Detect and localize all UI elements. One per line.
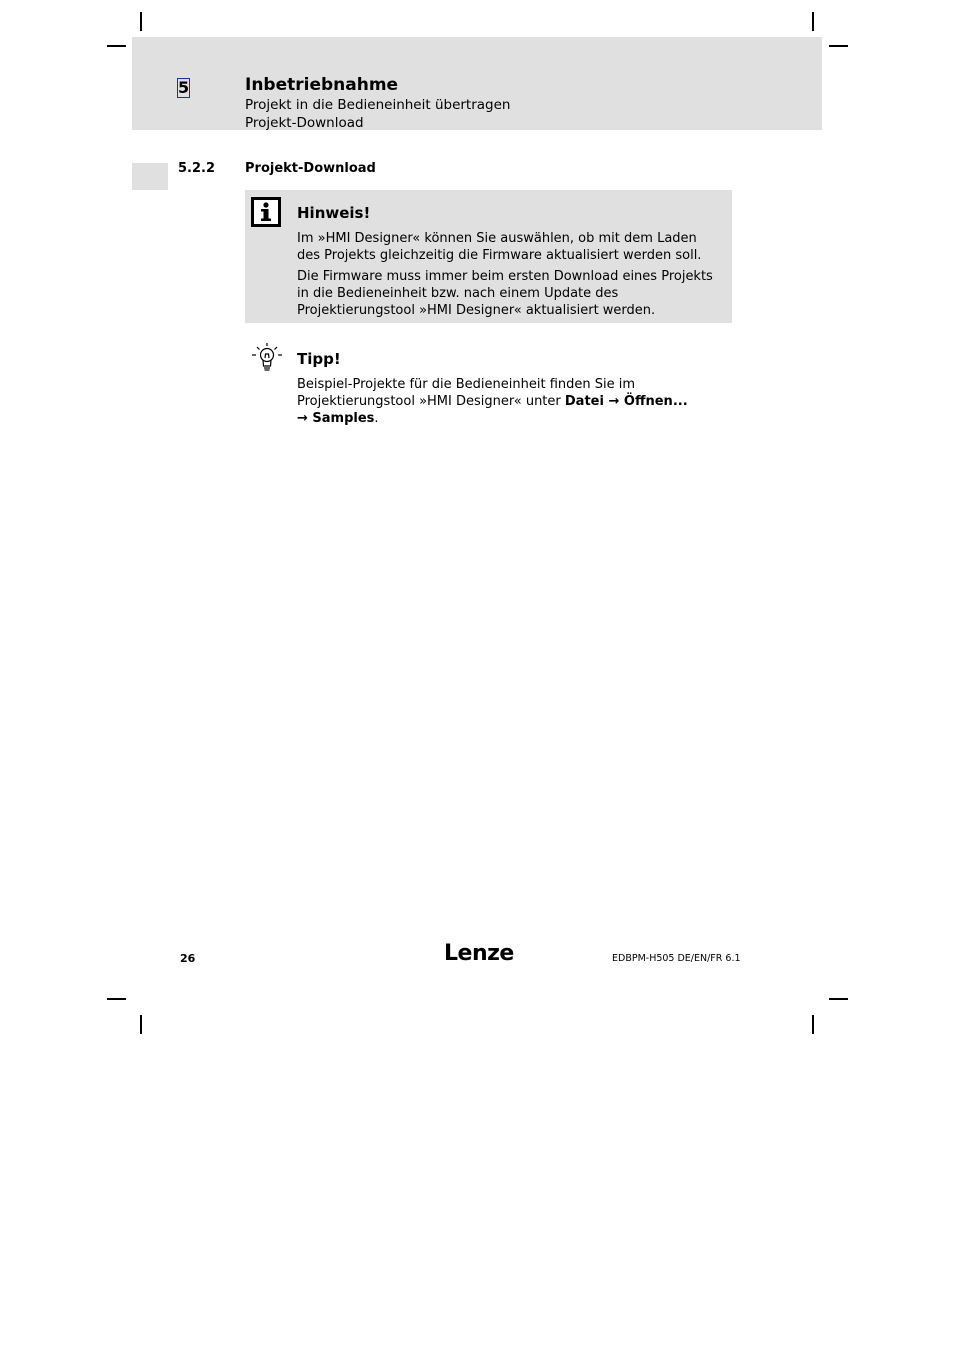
crop-mark xyxy=(829,45,848,47)
menu-path-samples: Samples xyxy=(312,411,375,426)
section-marker xyxy=(132,163,168,190)
document-id: EDBPM-H505 DE/EN/FR 6.1 xyxy=(612,953,741,964)
arrow-icon: → xyxy=(297,411,313,426)
note-paragraph: Im »HMI Designer« können Sie auswählen, ob mit dem Laden des Projekts gleichzeitig die Firmware aktualisiert werden soll. xyxy=(297,231,702,263)
crop-mark xyxy=(812,1015,814,1034)
note-paragraph: Die Firmware muss immer beim ersten Download eines Projekts in die Bedieneinheit bzw. nach einem Update des Projektierungstool »HMI Designer« aktualisiert werden. xyxy=(297,269,713,318)
tip-text-end: . xyxy=(374,411,379,426)
menu-path-datei: Datei xyxy=(564,394,604,409)
crop-mark xyxy=(140,12,142,31)
page-number: 26 xyxy=(180,952,196,965)
chapter-number[interactable]: 5 xyxy=(178,78,190,97)
crop-mark xyxy=(829,998,848,1000)
info-icon xyxy=(251,197,281,227)
tip-text-intro: Beispiel-Projekte für die Bedieneinheit finden Sie im Projektierungstool »HMI Designer« unter xyxy=(297,377,636,409)
crop-mark xyxy=(107,998,126,1000)
tip-text xyxy=(297,376,727,427)
chapter-subtitle: Projekt-Download xyxy=(245,115,364,131)
note-title: Hinweis! xyxy=(297,204,371,222)
lightbulb-icon xyxy=(250,341,284,375)
section-title: Projekt-Download xyxy=(245,161,376,176)
crop-mark xyxy=(140,1015,142,1034)
tip-title: Tipp! xyxy=(297,350,341,368)
section-number: 5.2.2 xyxy=(178,161,216,176)
menu-path-oeffnen: Öffnen... xyxy=(623,394,688,409)
chapter-subtitle: Projekt in die Bedieneinheit übertragen xyxy=(245,97,511,113)
chapter-header-band xyxy=(132,37,822,130)
chapter-title: Inbetriebnahme xyxy=(245,75,399,95)
crop-mark xyxy=(107,45,126,47)
crop-mark xyxy=(812,12,814,31)
arrow-icon: → xyxy=(603,394,624,409)
lenze-logo: Lenze xyxy=(444,941,514,966)
